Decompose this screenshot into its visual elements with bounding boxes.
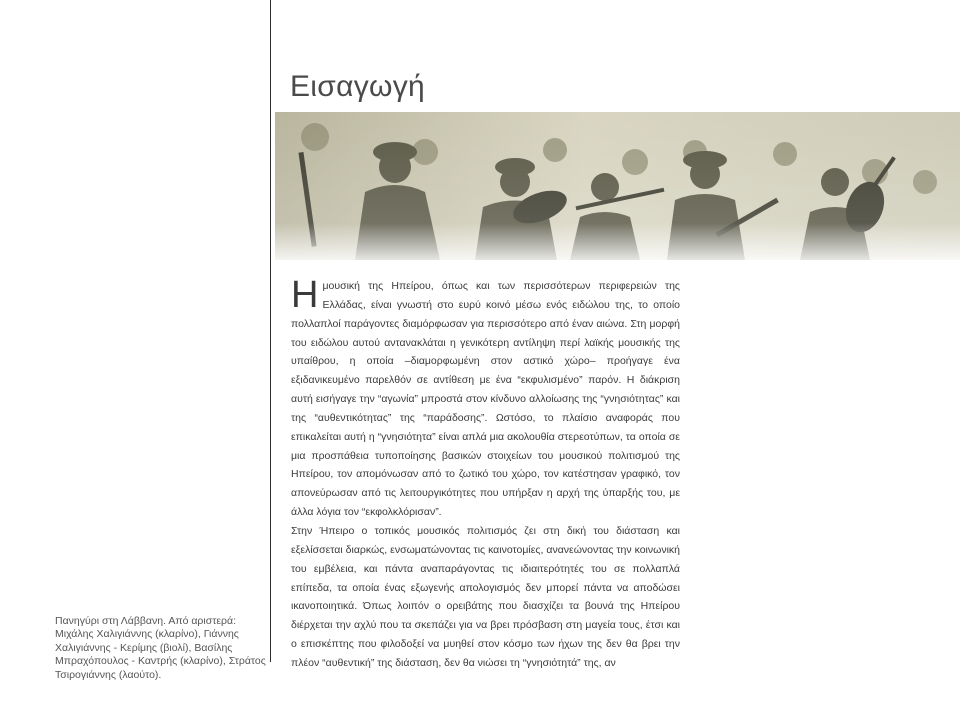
drop-cap: Η <box>291 274 319 316</box>
photo-caption: Πανηγύρι στη Λάββανη. Από αριστερά: Μιχάλης Χαλιγιάννης (κλαρίνο), Γιάννης Χαλιγιάννης - Κερίμης (βιολί), Βασίλης Μπραχόπουλος - Καντρής (κλαρίνο), Στράτος Τσιρογιάννης (λαούτο). <box>55 615 266 681</box>
page-title: Εισαγωγή <box>290 70 426 103</box>
article-body <box>291 274 680 673</box>
article-paragraph <box>291 522 680 673</box>
musicians-photo-image <box>275 112 960 260</box>
paragraph-1-text: μουσική της Ηπείρου, όπως και των περισσότερων περιφερειών της Ελλάδας, είναι γνωστή στο ευρύ κοινό μέσω ενός ειδώλου της, το οποίο πολλαπλοί παράγοντες διαμόρφωσαν για περισσότερο από έναν αιώνα. Στη μορφή του ειδώλου αυτού αντανακλάται η γενικότερη αντίληψη περί λαϊκής μουσικής της υπαίθρου, η οποία –διαμορφωμένη στον αστικό χώρο– προήγαγε ένα εξιδανικευμένο παρελθόν σε αντίθεση με ένα “εκφυλισμένο” παρόν. Η διάκριση αυτή εισήγαγε την “αγωνία” μπροστά στον κίνδυνο αλλοίωσης της “γνησιότητας” και της “αυθεντικότητας” της “παράδοσης”. Ωστόσο, το πλαίσιο αναφοράς που επικαλείται αυτή η “γνησιότητα” είναι απλά μια ακολουθία στερεοτύπων, τα οποία σε μια προσπάθεια τυποποίησης βασικών στοιχείων του μουσικού πολιτισμού της Ηπείρου, τον απομόνωσαν από το ζωτικό του χώρο, τον κατέστησαν γραφικό, τον απονεύρωσαν από τις λειτουργικότητες που υπήρξαν η αρχή της ύπαρξής του, με άλλα λόγια τον “εκφολκλόρισαν”. <box>291 280 680 519</box>
margin-rule <box>270 0 271 662</box>
article-paragraph <box>291 274 680 522</box>
musicians-photo <box>275 112 960 260</box>
paragraph-2-text: Στην Ήπειρο ο τοπικός μουσικός πολιτισμός ζει στη δική του διάσταση και εξελίσσεται διαρκώς, ενσωματώνοντας τις καινοτομίες, ανανεώνοντας την κοινωνική του εμβέλεια, και πάντα αναπαράγοντας τις ιδιαιτερότητές του σε πολλαπλά επίπεδα, τα οποία ένας εξωγενής απολογισμός δεν μπορεί πάντα να αποδώσει ικανοποιητικά. Όπως λοιπόν ο ορειβάτης που διασχίζει τα βουνά της Ηπείρου διέρχεται την αχλύ που τα σκεπάζει για να βρει πρόσβαση στη μαγεία τους, έτσι και ο επισκέπτης που φιλοδοξεί να μυηθεί στον κόσμο των ήχων της δεν θα βρει την πλέον “αυθεντική” της διάσταση, δεν θα νιώσει τη “γνησιότητά” της, αν <box>291 524 680 669</box>
